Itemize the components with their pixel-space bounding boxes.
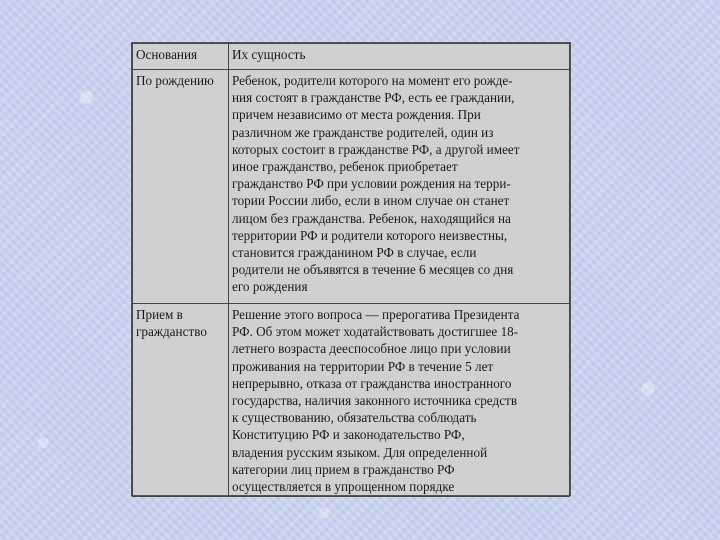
table-header-row bbox=[133, 44, 570, 70]
table-row bbox=[133, 304, 570, 497]
citizenship-table bbox=[132, 43, 570, 497]
row-essence-by-birth: Ребенок, родители которого на момент его рожде- ния состоят в гражданстве РФ, есть ее граждании, причем независимо от места рождения. При различном же гражданстве родителей, один из которых состоит в гражданстве РФ, а другой имеет иное гражданство, ребенок приобретает гражданство РФ при условии рождения на терри- тории России либо, если в ином случае он станет лицом без гражданства. Ребенок, находящийся на территории РФ и родители которого неизвестны, становится гражданином РФ в случае, если родители не объявятся в течение 6 месяцев со дня его рождения bbox=[229, 70, 570, 304]
header-basis: Основания bbox=[133, 44, 229, 70]
document-page bbox=[131, 42, 571, 496]
row-basis-by-birth: По рождению bbox=[133, 70, 229, 304]
header-essence: Их сущность bbox=[229, 44, 570, 70]
row-essence-admission: Решение этого вопроса — прерогатива Президента РФ. Об этом может ходатайствовать достигшее 18- летнего возраста дееспособное лицо при условии проживания на территории РФ в течение 5 лет непрерывно, отказа от гражданства иностранного государства, наличия законного источника средств к существованию, обязательства соблюдать Конституцию РФ и законодательство РФ, владения русским языком. Для определенной категории лиц прием в гражданство РФ осуществляется в упрощенном порядке bbox=[229, 304, 570, 497]
table-row bbox=[133, 70, 570, 304]
row-basis-admission: Прием в гражданство bbox=[133, 304, 229, 497]
